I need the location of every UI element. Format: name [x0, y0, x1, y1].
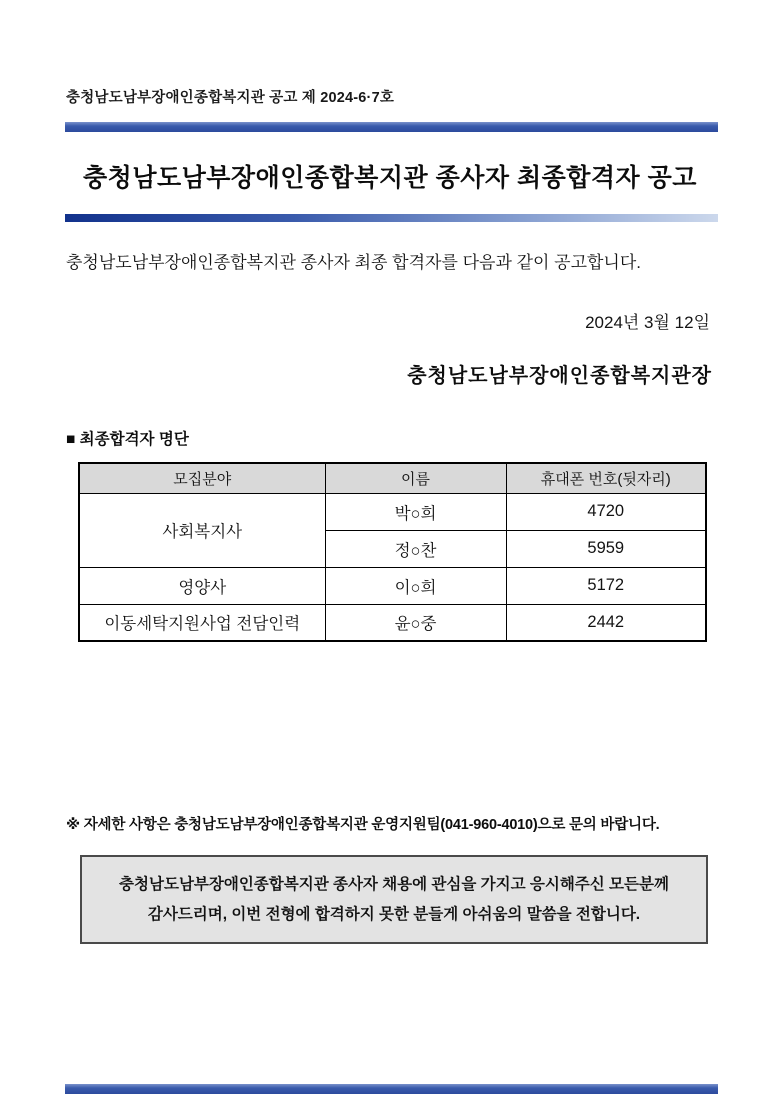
- notice-line-2: 감사드리며, 이번 전형에 합격하지 못한 분들게 아쉬움의 말씀을 전합니다.: [147, 906, 641, 923]
- page-title: 충청남도남부장애인종합복지관 종사자 최종합격자 공고: [83, 164, 697, 192]
- final-pass-table: [78, 462, 707, 642]
- cell-name: 윤○중: [325, 604, 506, 641]
- header-recruit-field: 모집분야: [79, 463, 325, 493]
- table-header-row: [79, 463, 706, 493]
- cell-field: 영양사: [79, 567, 325, 604]
- table-row: [79, 567, 706, 604]
- cell-field: 사회복지사: [79, 493, 325, 567]
- header-phone: 휴대폰 번호(뒷자리): [506, 463, 706, 493]
- cell-field: 이동세탁지원사업 전담인력: [79, 604, 325, 641]
- header-name: 이름: [325, 463, 506, 493]
- title-underline-rule: [65, 214, 718, 222]
- cell-phone: 5959: [506, 530, 706, 567]
- contact-footnote: ※ 자세한 사항은 충청남도남부장애인종합복지관 운영지원팀(041-960-4010)으로 문의 바랍니다.: [66, 817, 660, 833]
- cell-name: 이○희: [325, 567, 506, 604]
- announcement-date: 2024년 3월 12일: [585, 313, 710, 332]
- table-row: [79, 604, 706, 641]
- top-rule: [65, 122, 718, 132]
- thanks-notice-box: [80, 855, 708, 944]
- cell-name: 정○찬: [325, 530, 506, 567]
- bottom-rule: [65, 1084, 718, 1094]
- signer-name: 충청남도남부장애인종합복지관장: [407, 365, 712, 387]
- cell-phone: 2442: [506, 604, 706, 641]
- notice-line-1: 충청남도남부장애인종합복지관 종사자 채용에 관심을 가지고 응시해주신 모든분께: [119, 876, 669, 893]
- cell-phone: 4720: [506, 493, 706, 530]
- cell-name: 박○희: [325, 493, 506, 530]
- doc-number: 충청남도남부장애인종합복지관 공고 제 2024-6·7호: [66, 90, 395, 106]
- announcement-body: 충청남도남부장애인종합복지관 종사자 최종 합격자를 다음과 같이 공고합니다.: [66, 253, 641, 272]
- cell-phone: 5172: [506, 567, 706, 604]
- section-heading: ■ 최종합격자 명단: [66, 431, 189, 448]
- table-row: [79, 493, 706, 530]
